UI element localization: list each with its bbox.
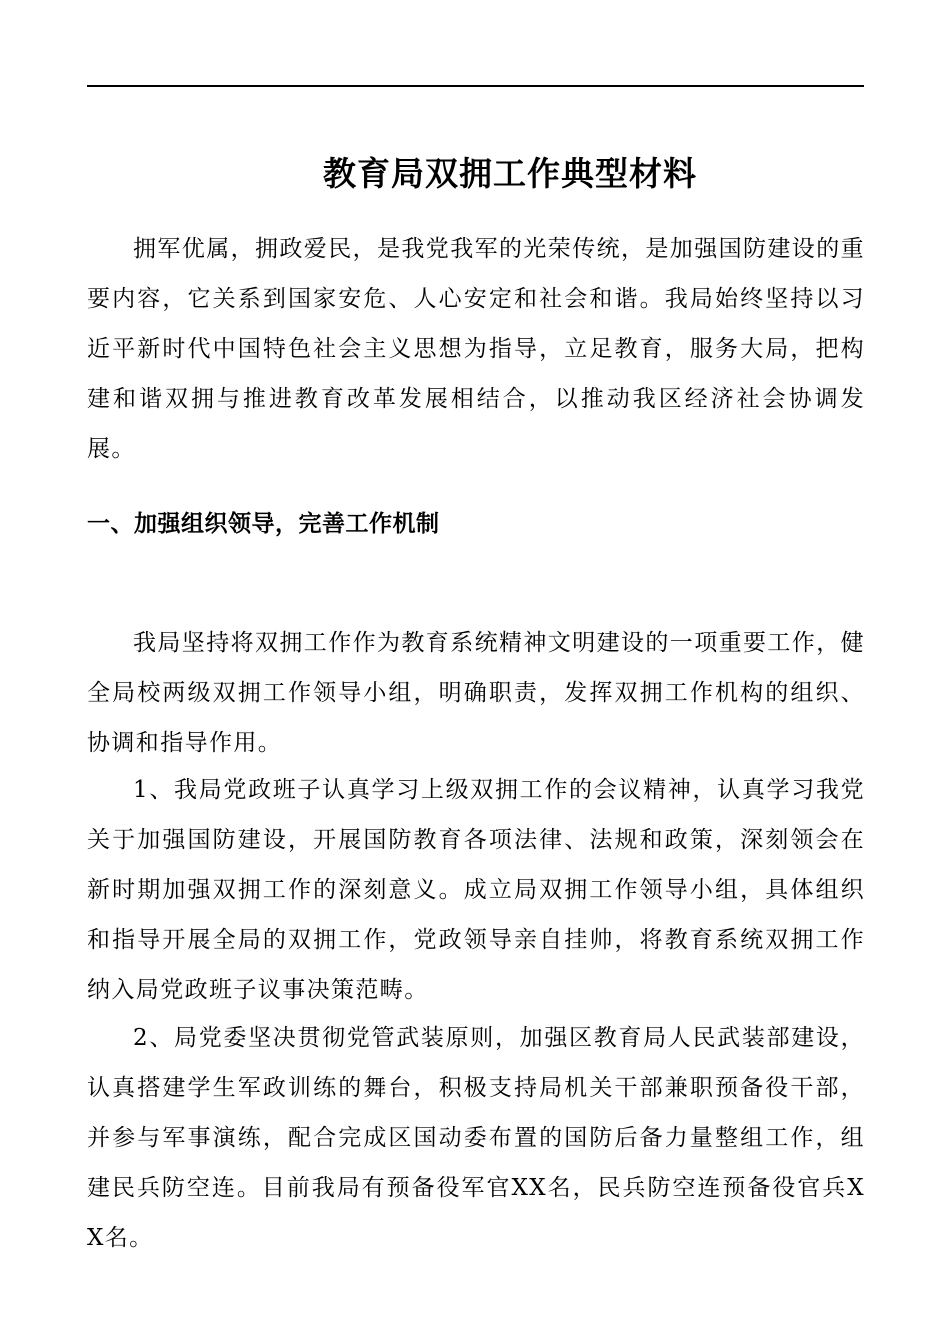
document-title: 教育局双拥工作典型材料 <box>323 154 697 193</box>
list-item-1: 1、我局党政班子认真学习上级双拥工作的会议精神，认真学习我党关于加强国防建设，开展国防教育各项法律、法规和政策，深刻领会在新时期加强双拥工作的深刻意义。成立局双拥工作领导小组，具体组织和指导开展全局的双拥工作，党政领导亲自挂帅，将教育系统双拥工作纳入局党政班子议事决策范畴。 <box>87 777 865 1003</box>
header-rule <box>87 85 864 87</box>
section-heading: 一、加强组织领导，完善工作机制 <box>87 511 440 537</box>
section-paragraph: 我局坚持将双拥工作作为教育系统精神文明建设的一项重要工作，健全局校两级双拥工作领导小组，明确职责，发挥双拥工作机构的组织、协调和指导作用。 <box>87 630 865 756</box>
intro-paragraph: 拥军优属，拥政爱民，是我党我军的光荣传统，是加强国防建设的重要内容，它关系到国家安危、人心安定和社会和谐。我局始终坚持以习近平新时代中国特色社会主义思想为指导，立足教育，服务大局，把构建和谐双拥与推进教育改革发展相结合，以推动我区经济社会协调发展。 <box>87 236 865 462</box>
list-item-2: 2、局党委坚决贯彻党管武装原则，加强区教育局人民武装部建设，认真搭建学生军政训练的舞台，积极支持局机关干部兼职预备役干部，并参与军事演练，配合完成区国动委布置的国防后备力量整组工作，组建民兵防空连。目前我局有预备役军官XX名，民兵防空连预备役官兵XX名。 <box>87 1025 865 1251</box>
